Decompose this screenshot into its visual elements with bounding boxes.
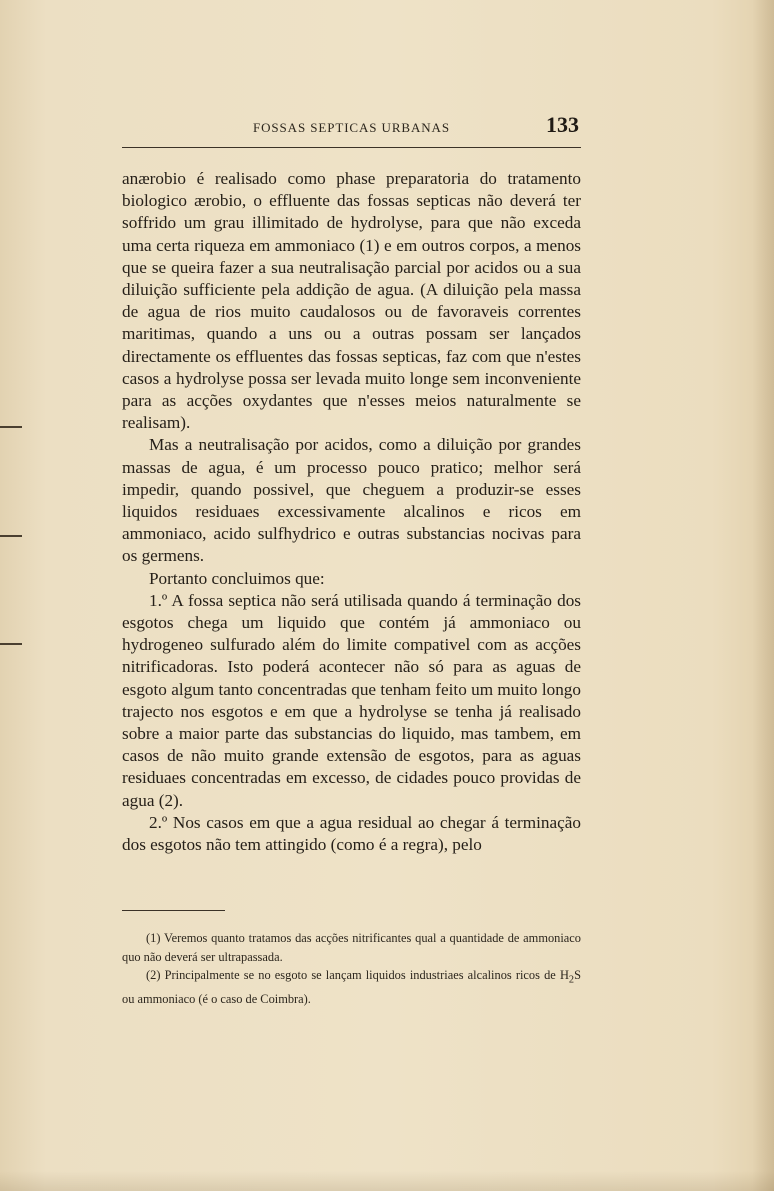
paragraph: Portanto concluimos que:	[149, 568, 325, 588]
binding-mark	[0, 643, 22, 645]
binding-mark	[0, 426, 22, 428]
page-bottom-shadow	[0, 1171, 774, 1191]
footnote-rule	[122, 910, 225, 911]
page-number: 133	[546, 112, 579, 137]
binding-mark	[0, 535, 22, 537]
header-rule	[122, 147, 581, 148]
footnote-2-text-end: S ou ammoniaco (é o caso de Coimbra).	[122, 968, 581, 1007]
body-text	[122, 168, 581, 856]
header-title: FOSSAS SEPTICAS URBANAS	[253, 120, 450, 135]
page-edge-shadow	[752, 0, 774, 1191]
paragraph: 2.º Nos casos em que a agua residual ao chegar á terminação dos esgotos não tem attingido (como é a regra), pelo	[122, 812, 581, 855]
paragraph: anærobio é realisado como phase preparatoria do tratamento biologico ærobio, o effluente das fossas septicas não deverá ter soffrido um grau illimitado de hydrolyse, para que não exceda uma certa riqueza em ammoniaco (1) e em outros corpos, a menos que se queira fazer a sua neutralisação parcial por acidos ou a sua diluição sufficiente pela addição de agua. (A diluição pela massa de agua de rios muito caudalosos ou de favoraveis correntes maritimas, quando a uns ou a outras possam ser lançados directamente os effluentes das fossas septicas, faz com que n'estes casos a hydrolyse possa ser levada muito longe sem inconveniente para as acções oxydantes que n'esses meios naturalmente se realisam).	[122, 169, 581, 433]
footnote-1: (1) Veremos quanto tratamos das acções nitrificantes qual a quantidade de ammoniaco quo não deverá ser ultrapassada.	[122, 931, 581, 964]
footnote-2-text: (2) Principalmente se no esgoto se lançam liquidos industriaes alcalinos ricos de H	[146, 968, 569, 983]
footnote-2-subscript: 2	[568, 974, 575, 986]
footnote-2	[122, 966, 581, 1009]
paragraph: Mas a neutralisação por acidos, como a diluição por grandes massas de agua, é um processo pouco pratico; melhor será impedir, quando possivel, que cheguem a produzir-se esses liquidos residuaes excessivamente alcalinos e ricos em ammoniaco, acido sulfhydrico e outras substancias nocivas para os germens.	[122, 435, 581, 566]
paragraph: 1.º A fossa septica não será utilisada quando á terminação dos esgotos chega um liquido que contém já ammoniaco ou hydrogeneo sulfurado além do limite compativel com as acções nitrificadoras. Isto poderá acontecer não só para as aguas de esgoto algum tanto concentradas que tenham feito um muito longo trajecto nos esgotos e em que a hydrolyse se tenha já realisado sobre a maior parte das substancias do liquido, mas tambem, em casos de não muito grande extensão de esgotos, para as aguas residuaes concentradas em excesso, de cidades pouco providas de agua (2).	[122, 590, 581, 810]
running-header	[122, 112, 581, 144]
footnotes	[122, 929, 581, 1009]
